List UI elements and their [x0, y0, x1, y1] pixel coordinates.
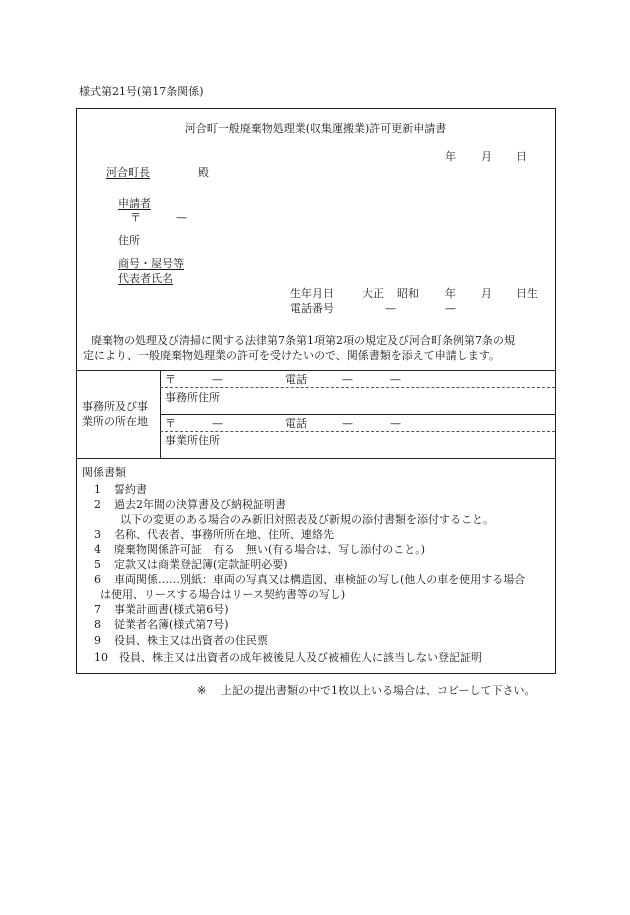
document-item — [94, 651, 482, 664]
applicant-heading: 申請者 — [118, 197, 151, 210]
document-item-text: 誓約書 — [114, 483, 147, 496]
document-item-text: 従業者名簿(様式第7号) — [114, 618, 229, 631]
location-middle-line — [160, 414, 555, 415]
business-address-label: 事業所住所 — [165, 434, 220, 447]
document-item-text: 車両関係……別紙：車両の写真又は構造図、車検証の写し(他人の車を使用する場合 — [114, 573, 526, 586]
document-item-number: 9 — [94, 634, 101, 647]
birth-year-label: 年 — [445, 287, 456, 300]
document-item-text: 事業計画書(様式第6号) — [114, 603, 229, 616]
office-phone-label: 電話 — [285, 373, 307, 386]
document-item — [94, 543, 426, 556]
birth-month-label: 月 — [481, 287, 492, 300]
statement-line-1: 廃棄物の処理及び清掃に関する法律第7条第1項第2項の規定及び河合町条例第7条の規 — [91, 334, 515, 347]
addressee-name: 河合町長 — [106, 166, 150, 179]
form-id: 様式第21号(第17条関係) — [79, 85, 204, 98]
document-item-number: 8 — [94, 618, 101, 631]
era-taisho: 大正 — [362, 287, 384, 300]
business-phone-dash-2: — — [390, 417, 401, 430]
divider-top — [76, 370, 555, 371]
documents-heading: 関係書類 — [82, 466, 126, 479]
phone-number-label: 電話番号 — [290, 302, 334, 315]
business-postal-dash: — — [212, 417, 223, 430]
document-item — [94, 634, 268, 647]
document-item-number: 2 — [94, 498, 101, 511]
form-title: 河合町一般廃棄物処理業(収集運搬業)許可更新申請書 — [184, 122, 447, 135]
office-address-label: 事務所住所 — [165, 391, 220, 404]
addressee — [106, 166, 212, 179]
applicant-address-label: 住所 — [118, 234, 140, 247]
document-item-text: 廃棄物関係許可証 有る 無い(有る場合は、写し添付のこと。) — [114, 543, 426, 556]
document-item — [94, 528, 334, 541]
document-item — [94, 573, 526, 586]
document-item-text: 過去2年間の決算書及び納税証明書 — [114, 498, 286, 511]
document-item-text: 名称、代表者、事務所所在地、住所、連絡先 — [114, 528, 334, 541]
document-item-number: 7 — [94, 603, 101, 616]
office-phone-dash-1: — — [342, 373, 353, 386]
divider-bottom — [76, 458, 555, 459]
statement-line-2: 定により、一般廃棄物処理業の許可を受けたいので、関係書類を添えて申請します。 — [83, 349, 500, 362]
applicant-trade-name-label: 商号・屋号等 — [118, 257, 184, 270]
location-label-line-2: 業所の所在地 — [82, 415, 148, 428]
applicant-postal-mark: 〒 — [130, 211, 141, 224]
note-text: 上記の提出書類の中で1枚以上いる場合は、コピーして下さい。 — [221, 684, 536, 697]
applicant-representative-label: 代表者氏名 — [118, 272, 173, 285]
era-showa: 昭和 — [397, 287, 419, 300]
document-item-text: 定款又は商業登記簿(定款証明必要) — [114, 558, 288, 571]
applicant-postal-dash: — — [176, 211, 187, 224]
date-day-label: 日 — [516, 150, 527, 163]
office-postal-mark: 〒 — [165, 373, 176, 386]
document-item-number: 6 — [94, 573, 101, 586]
document-item-number: 1 — [94, 483, 101, 496]
document-item — [94, 618, 229, 631]
document-item — [94, 498, 286, 511]
office-dashed-line — [160, 387, 555, 388]
note-mark: ※ — [197, 684, 207, 697]
document-item-number: 5 — [94, 558, 101, 571]
addressee-honorific: 殿 — [198, 166, 209, 179]
document-item — [94, 558, 288, 571]
document-item-continuation: は使用、リースする場合はリース契約書等の写し) — [100, 588, 346, 601]
location-label-line-1: 事務所及び事 — [82, 400, 148, 413]
document-item-note: 以下の変更のある場合のみ新旧対照表及び新規の添付書類を添付すること。 — [120, 513, 494, 526]
document-item-number: 10 — [94, 651, 108, 664]
office-phone-dash-2: — — [390, 373, 401, 386]
business-phone-label: 電話 — [285, 417, 307, 430]
document-item — [94, 603, 229, 616]
birth-date-label: 生年月日 — [290, 287, 334, 300]
office-postal-dash: — — [212, 373, 223, 386]
business-phone-dash-1: — — [342, 417, 353, 430]
business-postal-mark: 〒 — [165, 417, 176, 430]
phone-dash-1: — — [385, 302, 396, 315]
document-item-number: 3 — [94, 528, 101, 541]
document-item-number: 4 — [94, 543, 101, 556]
document-item-text: 役員、株主又は出資者の成年被後見人及び被補佐人に該当しない登記証明 — [119, 651, 482, 664]
document-item-text: 役員、株主又は出資者の住民票 — [114, 634, 268, 647]
business-dashed-line — [160, 431, 555, 432]
date-month-label: 月 — [481, 150, 492, 163]
date-year-label: 年 — [445, 150, 456, 163]
phone-dash-2: — — [445, 302, 456, 315]
birth-day-label: 日生 — [516, 287, 538, 300]
document-item — [94, 483, 147, 496]
